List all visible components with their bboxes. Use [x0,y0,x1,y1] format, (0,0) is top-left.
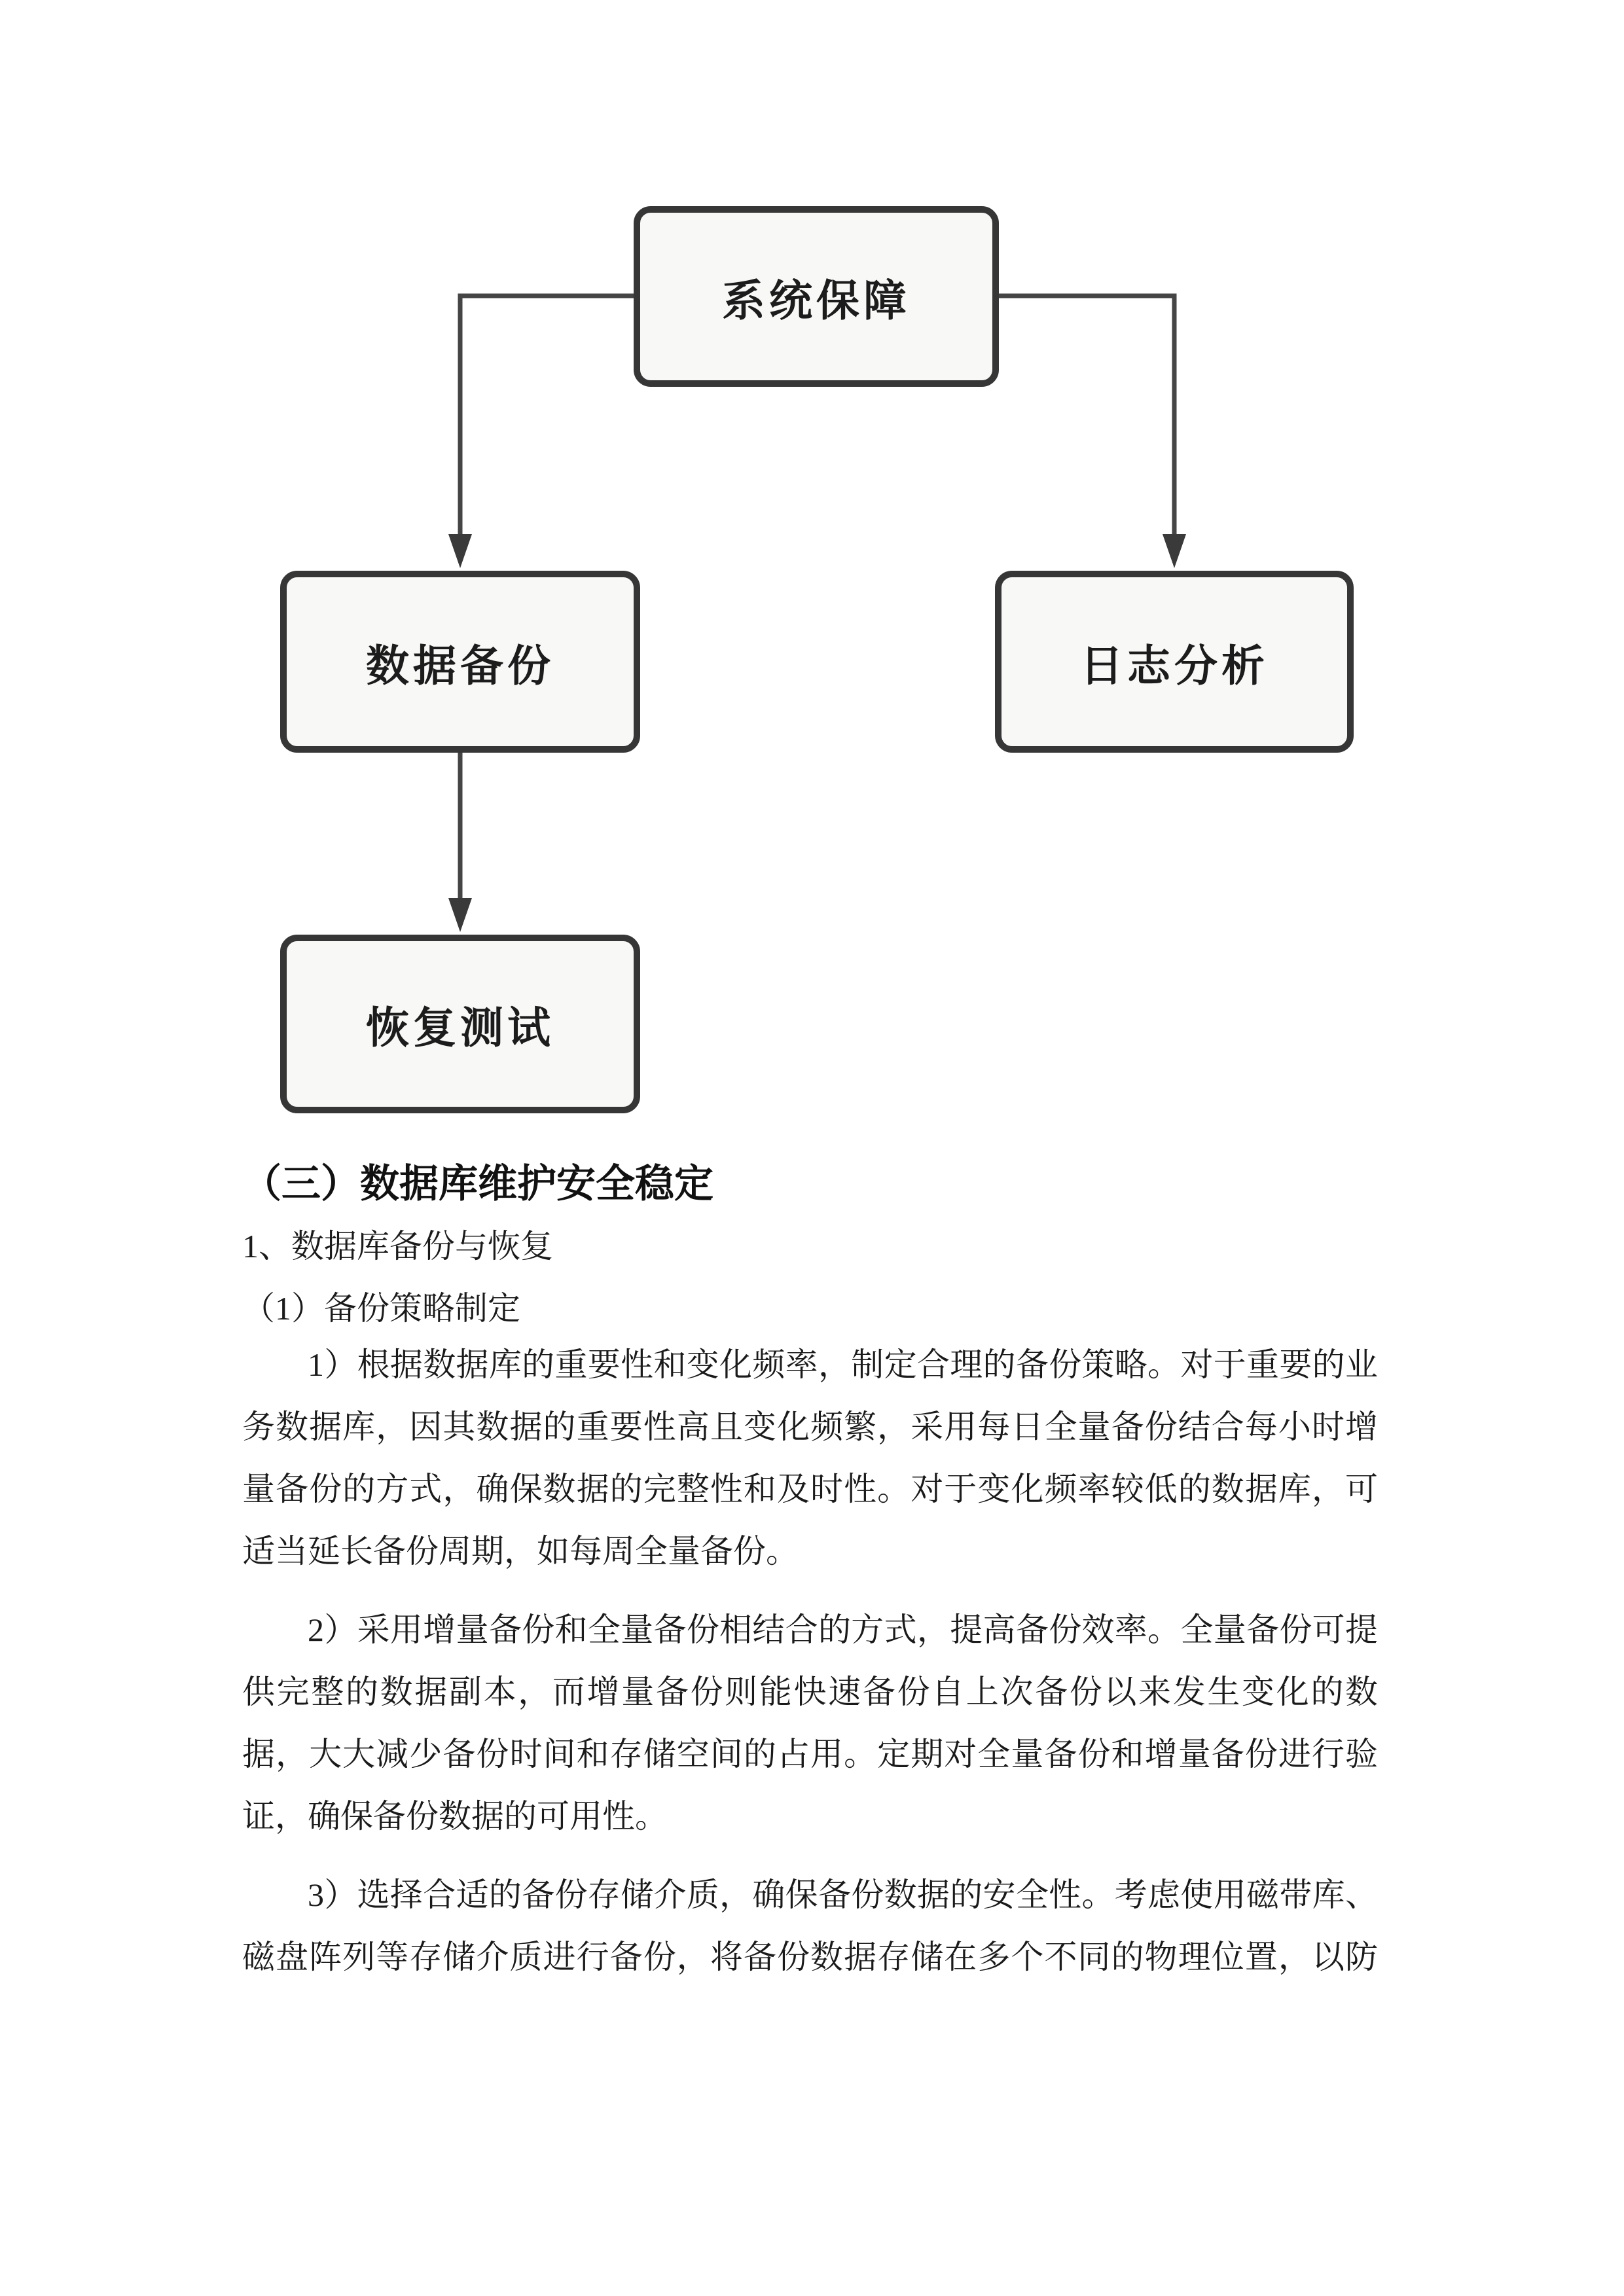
text-line: 2）采用增量备份和全量备份相结合的方式，提高备份效率。全量备份可提 [308,1611,1378,1648]
section-headings [242,1153,1381,1340]
flow-node-label: 日志分析 [1080,642,1269,691]
text-line: 磁盘阵列等存储介质进行备份，将备份数据存储在多个不同的物理位置，以防 [242,1939,1378,1975]
section-subheading: 1、数据库备份与恢复 [242,1228,553,1265]
arrowhead-down-icon [448,898,472,932]
text-line: 量备份的方式，确保数据的完整性和及时性。对于变化频率较低的数据库，可 [242,1471,1378,1507]
section-subsubheading: （1）备份策略制定 [242,1290,520,1327]
flow-node-system-guarantee [634,206,999,387]
flow-node-label: 数据备份 [366,642,554,691]
text-line: 证，确保备份数据的可用性。 [242,1798,668,1835]
flow-node-label: 恢复测试 [366,1005,554,1052]
section-heading: （三）数据库维护安全稳定 [242,1162,713,1206]
flow-node-data-backup [280,571,640,753]
text-line: 供完整的数据副本，而增量备份则能快速备份自上次备份以来发生变化的数 [242,1674,1378,1710]
text-line: 适当延长备份周期，如每周全量备份。 [242,1533,799,1570]
flow-node-log-analysis [995,571,1354,753]
flow-node-label: 系统保障 [722,277,911,325]
connector-system-to-log [999,296,1174,538]
text-line: 1）根据数据库的重要性和变化频率，制定合理的备份策略。对于重要的业 [308,1346,1378,1383]
paragraph [242,1334,1378,1583]
paragraph [242,1599,1378,1848]
flow-node-recovery-test [280,935,640,1113]
text-line: 据，大大减少备份时间和存储空间的占用。定期对全量备份和增量备份进行验 [242,1736,1378,1772]
connector-system-to-backup [460,296,634,538]
arrowhead-down-icon [448,534,472,568]
paragraph [242,1864,1378,1988]
body-text [242,1334,1378,1988]
text-line: 3）选择合适的备份存储介质，确保备份数据的安全性。考虑使用磁带库、 [308,1876,1378,1913]
text-line: 务数据库，因其数据的重要性高且变化频繁，采用每日全量备份结合每小时增 [242,1408,1378,1445]
arrowhead-down-icon [1163,534,1186,568]
